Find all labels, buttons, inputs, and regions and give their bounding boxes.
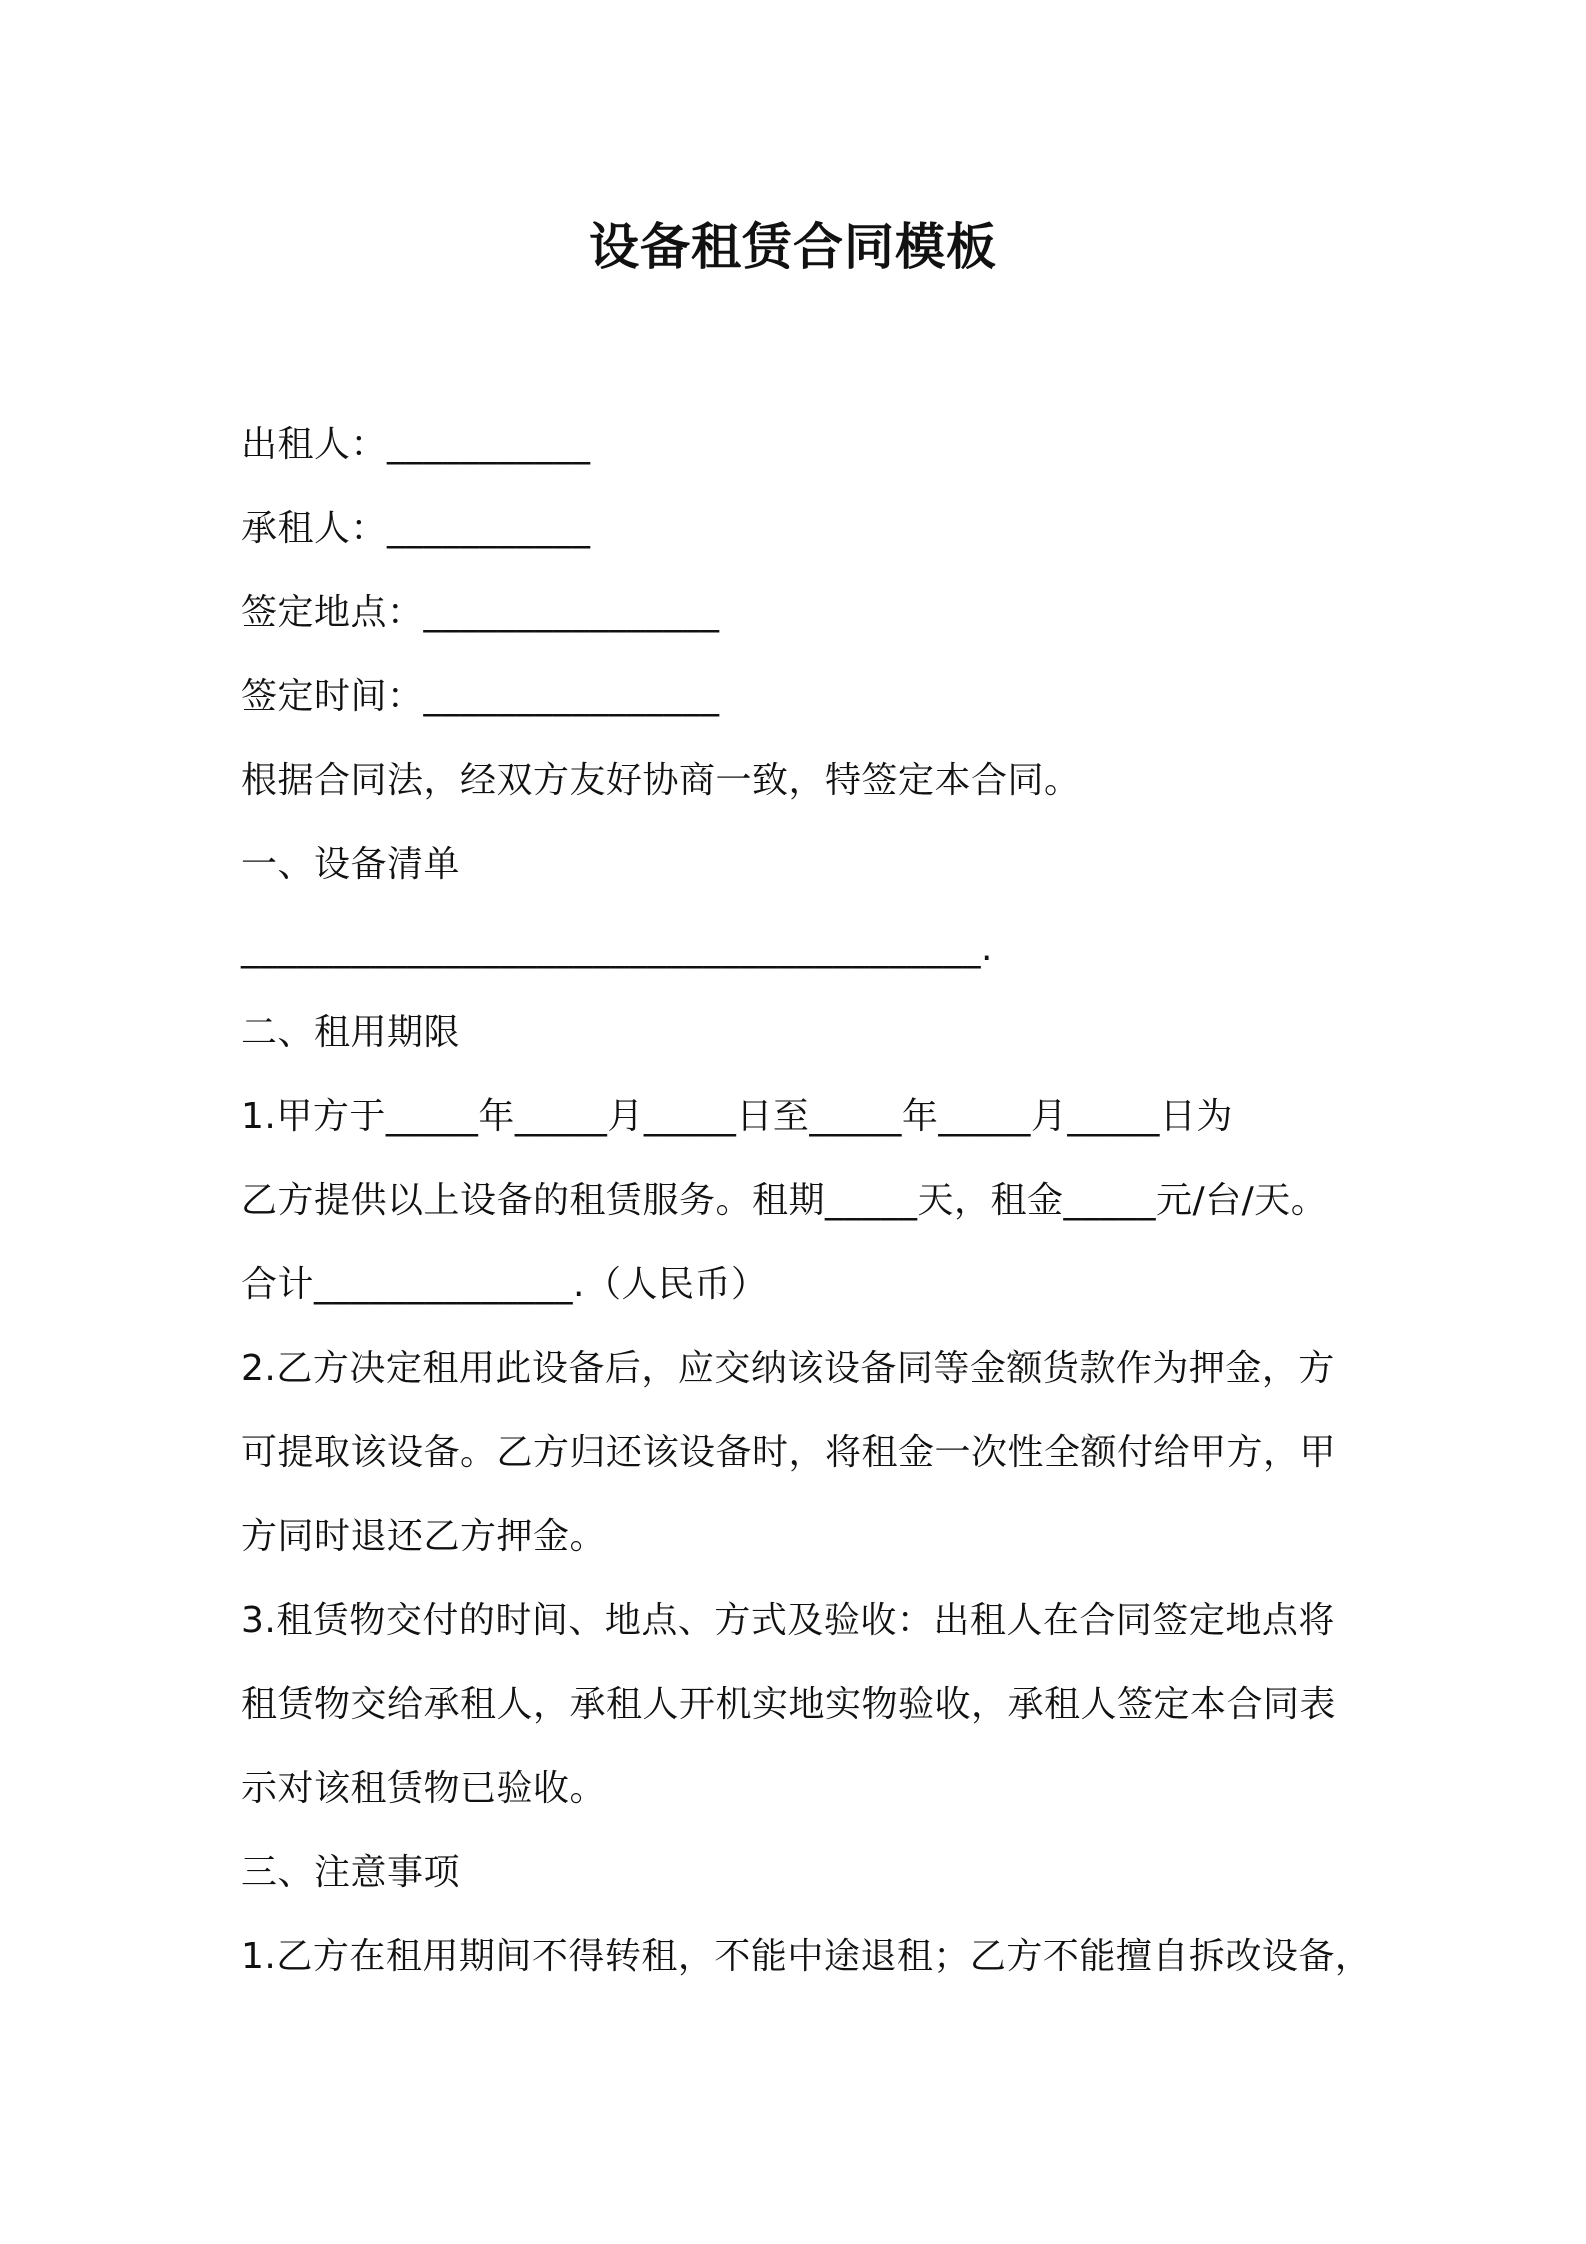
document-title: 设备租赁合同模板: [589, 218, 997, 276]
paragraph-line: 可提取该设备。乙方归还该设备时，将租金一次性全额付给甲方，甲: [241, 1432, 1337, 1473]
paragraph-line: 乙方提供以上设备的租赁服务。租期_____天，租金_____元/台/天。: [241, 1180, 1328, 1221]
signing-place-field-line: 签定地点：________________: [241, 592, 720, 633]
paragraph-line: 租赁物交给承租人，承租人开机实地实物验收，承租人签定本合同表: [241, 1684, 1337, 1725]
preamble-paragraph: 根据合同法，经双方友好协商一致，特签定本合同。: [241, 760, 1081, 801]
document-body: [241, 403, 1372, 1999]
section-heading-precautions: 三、注意事项: [241, 1852, 461, 1893]
paragraph-line: 3.租赁物交付的时间、地点、方式及验收：出租人在合同签定地点将: [241, 1600, 1335, 1641]
paragraph-line: 合计______________.（人民币）: [241, 1264, 768, 1305]
lessee-field-line: 承租人：___________: [241, 508, 591, 549]
section-heading-equipment-list: 一、设备清单: [241, 844, 461, 885]
section-heading-lease-term: 二、租用期限: [241, 1012, 461, 1053]
paragraph-line: 2.乙方决定租用此设备后，应交纳该设备同等金额货款作为押金，方: [241, 1348, 1335, 1389]
paragraph-line: 方同时退还乙方押金。: [241, 1516, 607, 1557]
lessor-field-line: 出租人：___________: [241, 424, 591, 465]
paragraph-line: 1.甲方于_____年_____月_____日至_____年_____月_____日为: [241, 1096, 1233, 1137]
signing-time-field-line: 签定时间：________________: [241, 676, 720, 717]
equipment-list-blank-line: ________________________________________.: [241, 928, 993, 969]
paragraph-line: 1.乙方在租用期间不得转租，不能中途退租；乙方不能擅自拆改设备，: [241, 1936, 1372, 1977]
paragraph-line: 示对该租赁物已验收。: [241, 1768, 607, 1809]
